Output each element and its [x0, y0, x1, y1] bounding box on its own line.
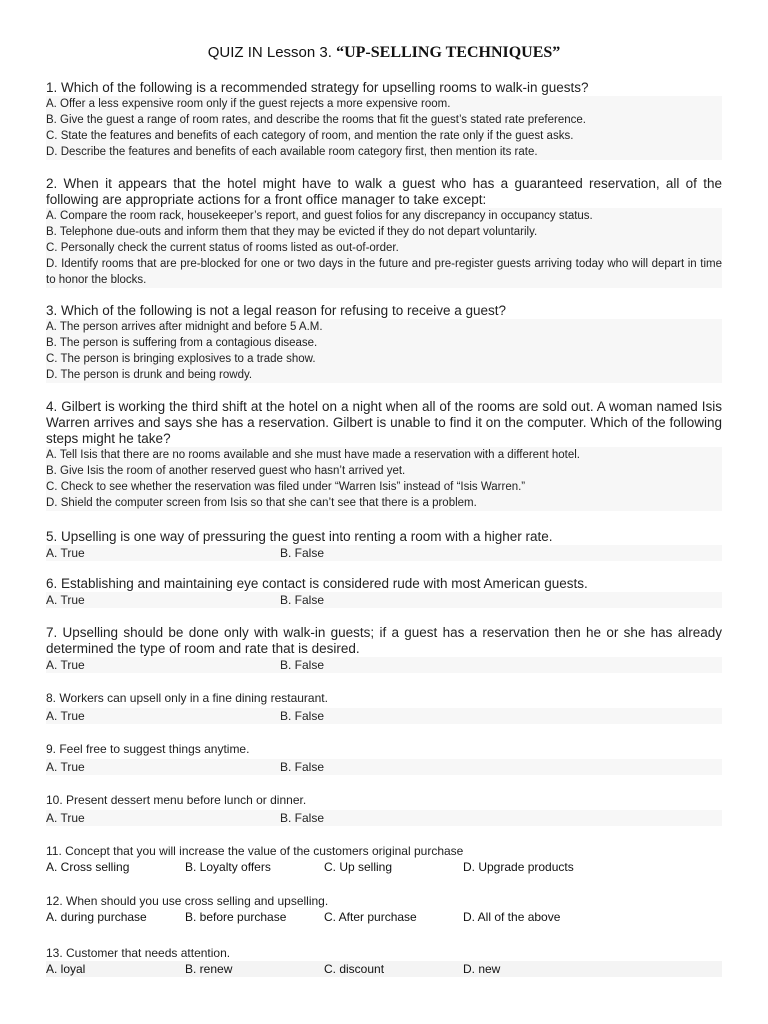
- question-5-option-b: B. False: [280, 546, 325, 560]
- question-5: [46, 529, 722, 561]
- question-11-option-a: A. Cross selling: [46, 860, 130, 874]
- question-12: [46, 894, 722, 925]
- question-13-text: 13. Customer that needs attention.: [46, 946, 231, 960]
- title-topic: “UP-SELLING TECHNIQUES”: [336, 44, 561, 61]
- question-11-options: [46, 859, 722, 875]
- question-10: [46, 793, 722, 826]
- question-2-option-b: B. Telephone due-outs and inform them that they may be evicted if they do not depart voluntarily.: [46, 224, 722, 240]
- title-prefix: QUIZ IN Lesson 3.: [207, 44, 337, 61]
- question-11-option-c: C. Up selling: [324, 860, 393, 874]
- question-13-option-c: C. discount: [324, 962, 385, 976]
- question-12-options: [46, 909, 722, 925]
- question-4-text: 4. Gilbert is working the third shift at the hotel on a night when all of the rooms are sold out. A woman named Isis Warren arrives and says she has a reservation. Gilbert is unable to find it on the computer. Which of the following steps might he take?: [46, 399, 722, 446]
- question-1-option-a: A. Offer a less expensive room only if the guest rejects a more expensive room.: [46, 96, 722, 112]
- question-8-option-b: B. False: [280, 709, 325, 723]
- question-11-option-b: B. Loyalty offers: [185, 860, 271, 874]
- question-5-answers: [46, 545, 722, 561]
- question-6-text: 6. Establishing and maintaining eye contact is considered rude with most American guests.: [46, 576, 588, 591]
- question-12-option-b: B. before purchase: [185, 910, 287, 924]
- question-12-option-d: D. All of the above: [463, 910, 561, 924]
- question-2-text: 2. When it appears that the hotel might have to walk a guest who has a guaranteed reservation, all of the following are appropriate actions for a front office manager to take except:: [46, 176, 722, 207]
- question-4-option-d: D. Shield the computer screen from Isis so that she can’t see that there is a problem.: [46, 495, 722, 511]
- question-10-answers: [46, 810, 722, 826]
- question-6: [46, 576, 722, 608]
- question-10-option-a: A. True: [46, 811, 85, 825]
- question-11: [46, 844, 722, 875]
- question-3: [46, 303, 722, 383]
- question-2-option-c: C. Personally check the current status of rooms listed as out-of-order.: [46, 240, 722, 256]
- question-9-text: 9. Feel free to suggest things anytime.: [46, 742, 250, 756]
- question-2: [46, 176, 722, 288]
- question-8: [46, 691, 722, 724]
- question-13-option-b: B. renew: [185, 962, 233, 976]
- question-13-option-a: A. loyal: [46, 962, 86, 976]
- question-1-option-c: C. State the features and benefits of each category of room, and mention the rate only if the guest asks.: [46, 128, 722, 144]
- question-9-answers: [46, 759, 722, 775]
- question-11-option-d: D. Upgrade products: [463, 860, 574, 874]
- question-13: [46, 946, 722, 977]
- question-3-option-b: B. The person is suffering from a contagious disease.: [46, 335, 722, 351]
- question-2-option-a: A. Compare the room rack, housekeeper’s report, and guest folios for any discrepancy in occupancy status.: [46, 208, 722, 224]
- question-5-text: 5. Upselling is one way of pressuring the guest into renting a room with a higher rate.: [46, 529, 553, 544]
- question-3-option-a: A. The person arrives after midnight and before 5 A.M.: [46, 319, 722, 335]
- question-12-option-c: C. After purchase: [324, 910, 417, 924]
- question-4-option-c: C. Check to see whether the reservation was filed under “Warren Isis” instead of “Isis Warren.”: [46, 479, 722, 495]
- question-9-option-a: A. True: [46, 760, 85, 774]
- question-7-answers: [46, 657, 722, 673]
- question-1-text: 1. Which of the following is a recommended strategy for upselling rooms to walk-in guests?: [46, 80, 589, 95]
- question-7: [46, 625, 722, 673]
- question-3-option-d: D. The person is drunk and being rowdy.: [46, 367, 722, 383]
- question-4-option-a: A. Tell Isis that there are no rooms available and she must have made a reservation with a different hotel.: [46, 447, 722, 463]
- question-2-option-d: D. Identify rooms that are pre-blocked for one or two days in the future and pre-register guests arriving today who will depart in time to honor the blocks.: [46, 258, 722, 286]
- question-4: [46, 399, 722, 511]
- question-6-option-b: B. False: [280, 593, 325, 607]
- question-5-option-a: A. True: [46, 546, 85, 560]
- question-1-option-d: D. Describe the features and benefits of each available room category first, then mention its rate.: [46, 144, 722, 160]
- question-13-option-d: D. new: [463, 962, 501, 976]
- question-1-option-b: B. Give the guest a range of room rates, and describe the rooms that fit the guest’s stated rate preference.: [46, 112, 722, 128]
- question-13-options: [46, 961, 722, 977]
- question-4-option-b: B. Give Isis the room of another reserved guest who hasn’t arrived yet.: [46, 463, 722, 479]
- question-3-option-c: C. The person is bringing explosives to a trade show.: [46, 351, 722, 367]
- question-7-option-a: A. True: [46, 658, 85, 672]
- question-6-answers: [46, 592, 722, 608]
- question-8-answers: [46, 708, 722, 724]
- question-8-text: 8. Workers can upsell only in a fine dining restaurant.: [46, 691, 328, 705]
- question-1: [46, 80, 722, 160]
- question-3-text: 3. Which of the following is not a legal reason for refusing to receive a guest?: [46, 303, 507, 318]
- question-10-text: 10. Present dessert menu before lunch or dinner.: [46, 793, 307, 807]
- question-9: [46, 742, 722, 775]
- question-12-text: 12. When should you use cross selling and upselling.: [46, 894, 329, 908]
- quiz-title: [0, 44, 768, 62]
- question-7-option-b: B. False: [280, 658, 325, 672]
- question-8-option-a: A. True: [46, 709, 85, 723]
- question-10-option-b: B. False: [280, 811, 325, 825]
- question-7-text: 7. Upselling should be done only with walk-in guests; if a guest has a reservation then he or she has already determined the type of room and rate that is desired.: [46, 625, 722, 656]
- question-12-option-a: A. during purchase: [46, 910, 147, 924]
- question-6-option-a: A. True: [46, 593, 85, 607]
- question-11-text: 11. Concept that you will increase the value of the customers original purchase: [46, 844, 464, 858]
- question-9-option-b: B. False: [280, 760, 325, 774]
